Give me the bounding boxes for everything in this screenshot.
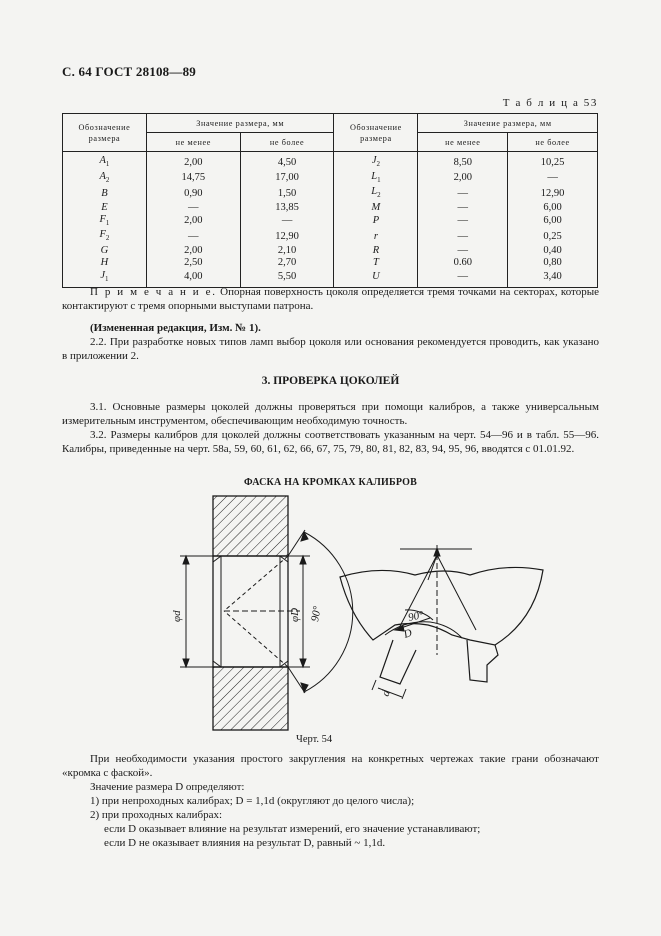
value-cell: — [418,214,508,230]
col-designation-left: Обозначение размера [63,114,147,152]
label-phi-D: φD [289,607,301,622]
value-cell: 0,80 [508,257,598,269]
col-min-left: не менее [146,133,240,152]
designation-cell: $F_2$ [63,229,147,245]
value-cell: 2,10 [240,245,334,257]
page-header: С. 64 ГОСТ 28108—89 [62,64,196,79]
value-cell: 0.60 [418,257,508,269]
value-cell: 12,90 [240,229,334,245]
value-cell: — [146,202,240,214]
value-cell: — [418,270,508,288]
col-max-right: не более [508,133,598,152]
col-designation-right: Обозначение размера [334,114,418,152]
section-title: 3. ПРОВЕРКА ЦОКОЛЕЙ [261,375,400,387]
value-cell: 2,00 [146,152,240,171]
value-cell: — [240,214,334,230]
value-cell: 12,90 [508,186,598,202]
table-caption: Т а б л и ц а 53 [502,97,598,109]
label-D: D [402,626,414,641]
value-cell: 1,50 [240,186,334,202]
list-item-2b: если D не оказывает влияния на результат D, равный ~ 1,1d. [104,837,386,849]
value-cell: 2,00 [418,171,508,187]
value-cell: 6,00 [508,202,598,214]
designation-cell: G [63,245,147,257]
value-cell: — [418,186,508,202]
value-cell: — [418,202,508,214]
value-cell: 2,00 [146,214,240,230]
col-value-right: Значение размера, мм [418,114,598,133]
designation-cell: H [63,257,147,269]
paragraph-3-1: 3.1. Основные размеры цоколей должны проверяться при помощи калибров, а также универсальным измерительным инструментом, обеспечивающим необходимую точность. [62,401,599,427]
designation-cell: $L_2$ [334,186,418,202]
list-item-2: 2) при проходных калибрах: [90,809,223,821]
paragraph-value: Значение размера D определяют: [90,781,245,793]
label-phi-d: φd [171,610,183,622]
note-text: Опорная поверхность цоколя определяется тремя точками на секторах, которые контактируют с тремя опорными выступами патрона. [62,286,599,312]
paragraph-need: При необходимости указания простого закругления на конкретных чертежах такие грани обозначают «кромка с фаской». [62,753,599,779]
designation-cell: $A_1$ [63,152,147,171]
value-cell: 14,75 [146,171,240,187]
value-cell: 2,50 [146,257,240,269]
value-cell: — [146,229,240,245]
label-d: d [379,688,393,699]
value-cell: 2,70 [240,257,334,269]
label-angle-left: 90° [309,605,324,623]
designation-cell: B [63,186,147,202]
value-cell: 3,40 [508,270,598,288]
figure-title: ФАСКА НА КРОМКАХ КАЛИБРОВ [244,477,417,488]
value-cell: — [508,171,598,187]
designation-cell: $L_1$ [334,171,418,187]
figure-caption: Черт. 54 [296,734,333,745]
note-label: П р и м е ч а н и е. [90,286,217,298]
gauge-bowl-outline [340,567,543,645]
designation-cell: R [334,245,418,257]
amendment-note: (Измененная редакция, Изм. № 1). [90,322,261,334]
designation-cell: $J_2$ [334,152,418,171]
paragraph-2-2: 2.2. При разработке новых типов ламп выбор цоколя или основания рекомендуется проводить, как указано в приложении 2. [62,336,599,362]
value-cell: 0,25 [508,229,598,245]
designation-cell: P [334,214,418,230]
value-cell: 4,50 [240,152,334,171]
designation-cell: T [334,257,418,269]
col-value-left: Значение размера, мм [146,114,334,133]
value-cell: 0,90 [146,186,240,202]
label-angle-right: 90° [407,608,425,624]
value-cell: 0,40 [508,245,598,257]
designation-cell: r [334,229,418,245]
list-item-2a: если D оказывает влияние на результат измерений, его значение устанавливают; [104,823,481,835]
designation-cell: U [334,270,418,288]
value-cell: — [418,229,508,245]
designation-cell: $F_1$ [63,214,147,230]
value-cell: 6,00 [508,214,598,230]
col-min-right: не менее [418,133,508,152]
gauge-lower-hatch [213,667,288,730]
designation-cell: M [334,202,418,214]
list-item-1: 1) при непроходных калибрах; D = 1,1d (округляют до целого числа); [90,795,415,807]
value-cell: 17,00 [240,171,334,187]
value-cell: — [418,245,508,257]
value-cell: 8,50 [418,152,508,171]
designation-cell: $A_2$ [63,171,147,187]
value-cell: 2,00 [146,245,240,257]
paragraph-3-2: 3.2. Размеры калибров для цоколей должны соответствовать указанным на черт. 54—96 и в табл. 55—96. Калибры, приведенные на черт. 58а, 59, 60, 61, 62, 66, 67, 75, 79, 80, 81, 82, 83, 94, 95, 96, вводятся с 01.01.92. [62,429,599,455]
value-cell: 10,25 [508,152,598,171]
designation-cell: E [63,202,147,214]
gauge-upper-hatch [213,496,288,556]
value-cell: 4,00 [146,270,240,288]
col-max-left: не более [240,133,334,152]
value-cell: 13,85 [240,202,334,214]
designation-cell: $J_1$ [63,270,147,288]
value-cell: 5,50 [240,270,334,288]
